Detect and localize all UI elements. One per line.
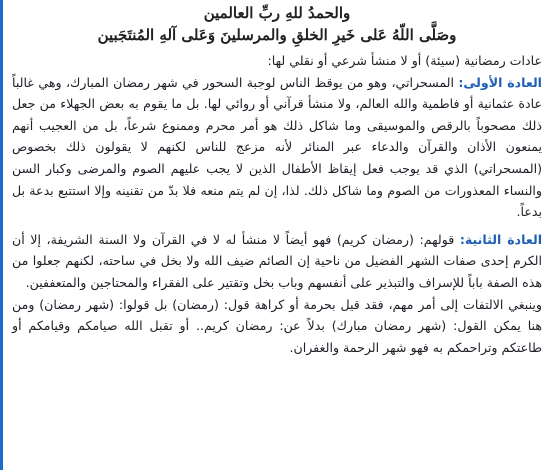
custom-1-paragraph — [12, 72, 542, 223]
custom-2-heading: العادة الثانية: — [459, 231, 543, 247]
custom-2-paragraph — [12, 229, 542, 294]
intro-paragraph: عادات رمضانية (سيئة) أو لا منشأ شرعي أو نقلي لها: — [267, 53, 542, 68]
custom-1-text: المسحراتي، وهو من يوقظ الناس لوجبة السحور في شهر رمضان المبارك، وهي غالباً عادة عثمانية أو فاطمية والله العالم، ولا منشأ قرآني أو روائي لها. بل ما يقوم به بعض الجهلاء من جعل ذلك مصحوباً بالرقص والموسيقى وما شاكل ذلك هو أمر محرم وممنوع شرعاً، بل من العجيب أنهم يمنعون الأذان والقرآن والدعاء عبر المنائر لأنه مزعج للناس لكنهم لا يقولون ذلك بخصوص (المسحراتي) الذي قد يوجب فعل إيقاظ الأطفال الذين لا يجب عليهم الصوم والمرضى وكبار السن والنساء المعذورات من الصوم وما شاكل ذلك. لذا، إن لم يتم منعه فلا بدّ من تقنينه وإلا استتبع بدعة بل بدعاً. — [12, 74, 542, 220]
closing-paragraph: وينبغي الالتفات إلى أمر مهم، فقد قيل بحرمة أو كراهة قول: (رمضان) بل قولوا: (شهر رمضان) ومن هنا يمكن القول: (شهر رمضان مبارك) بدلاً عن: رمضان كريم.. أو تقبل الله صيامكم وقيامكم أو طاعتكم وتراحمكم به فهو شهر الرحمة والغفران. — [12, 296, 542, 355]
page-edge-bar — [0, 0, 3, 470]
custom-2-text: قولهم: (رمضان كريم) فهو أيضاً لا منشأ له لا في القرآن ولا السنة الشريفة، إلا أن الكرم إحدى صفات الشهر الفضيل من ناحية إن الصائم ضيف الله ولا بخل في ساحته، لكنهم جعلوا من هذه الصفة باباً للإسراف والتبذير على أنفسهم وباب بخل وتقتير على الفقراء والمحتاجين والمتعففين. — [12, 231, 542, 290]
header-line-1: والحمدُ للهِ ربِّ العالمين — [203, 4, 351, 22]
document-header — [0, 2, 554, 46]
header-line-2: وصَلَّى اللّهُ عَلى خَيرِ الخلقِ والمرسلينَ وَعَلى آلهِ المُنتَجَبين — [97, 26, 457, 44]
custom-1-heading: العادة الأولى: — [458, 74, 542, 90]
document-body — [0, 46, 554, 358]
